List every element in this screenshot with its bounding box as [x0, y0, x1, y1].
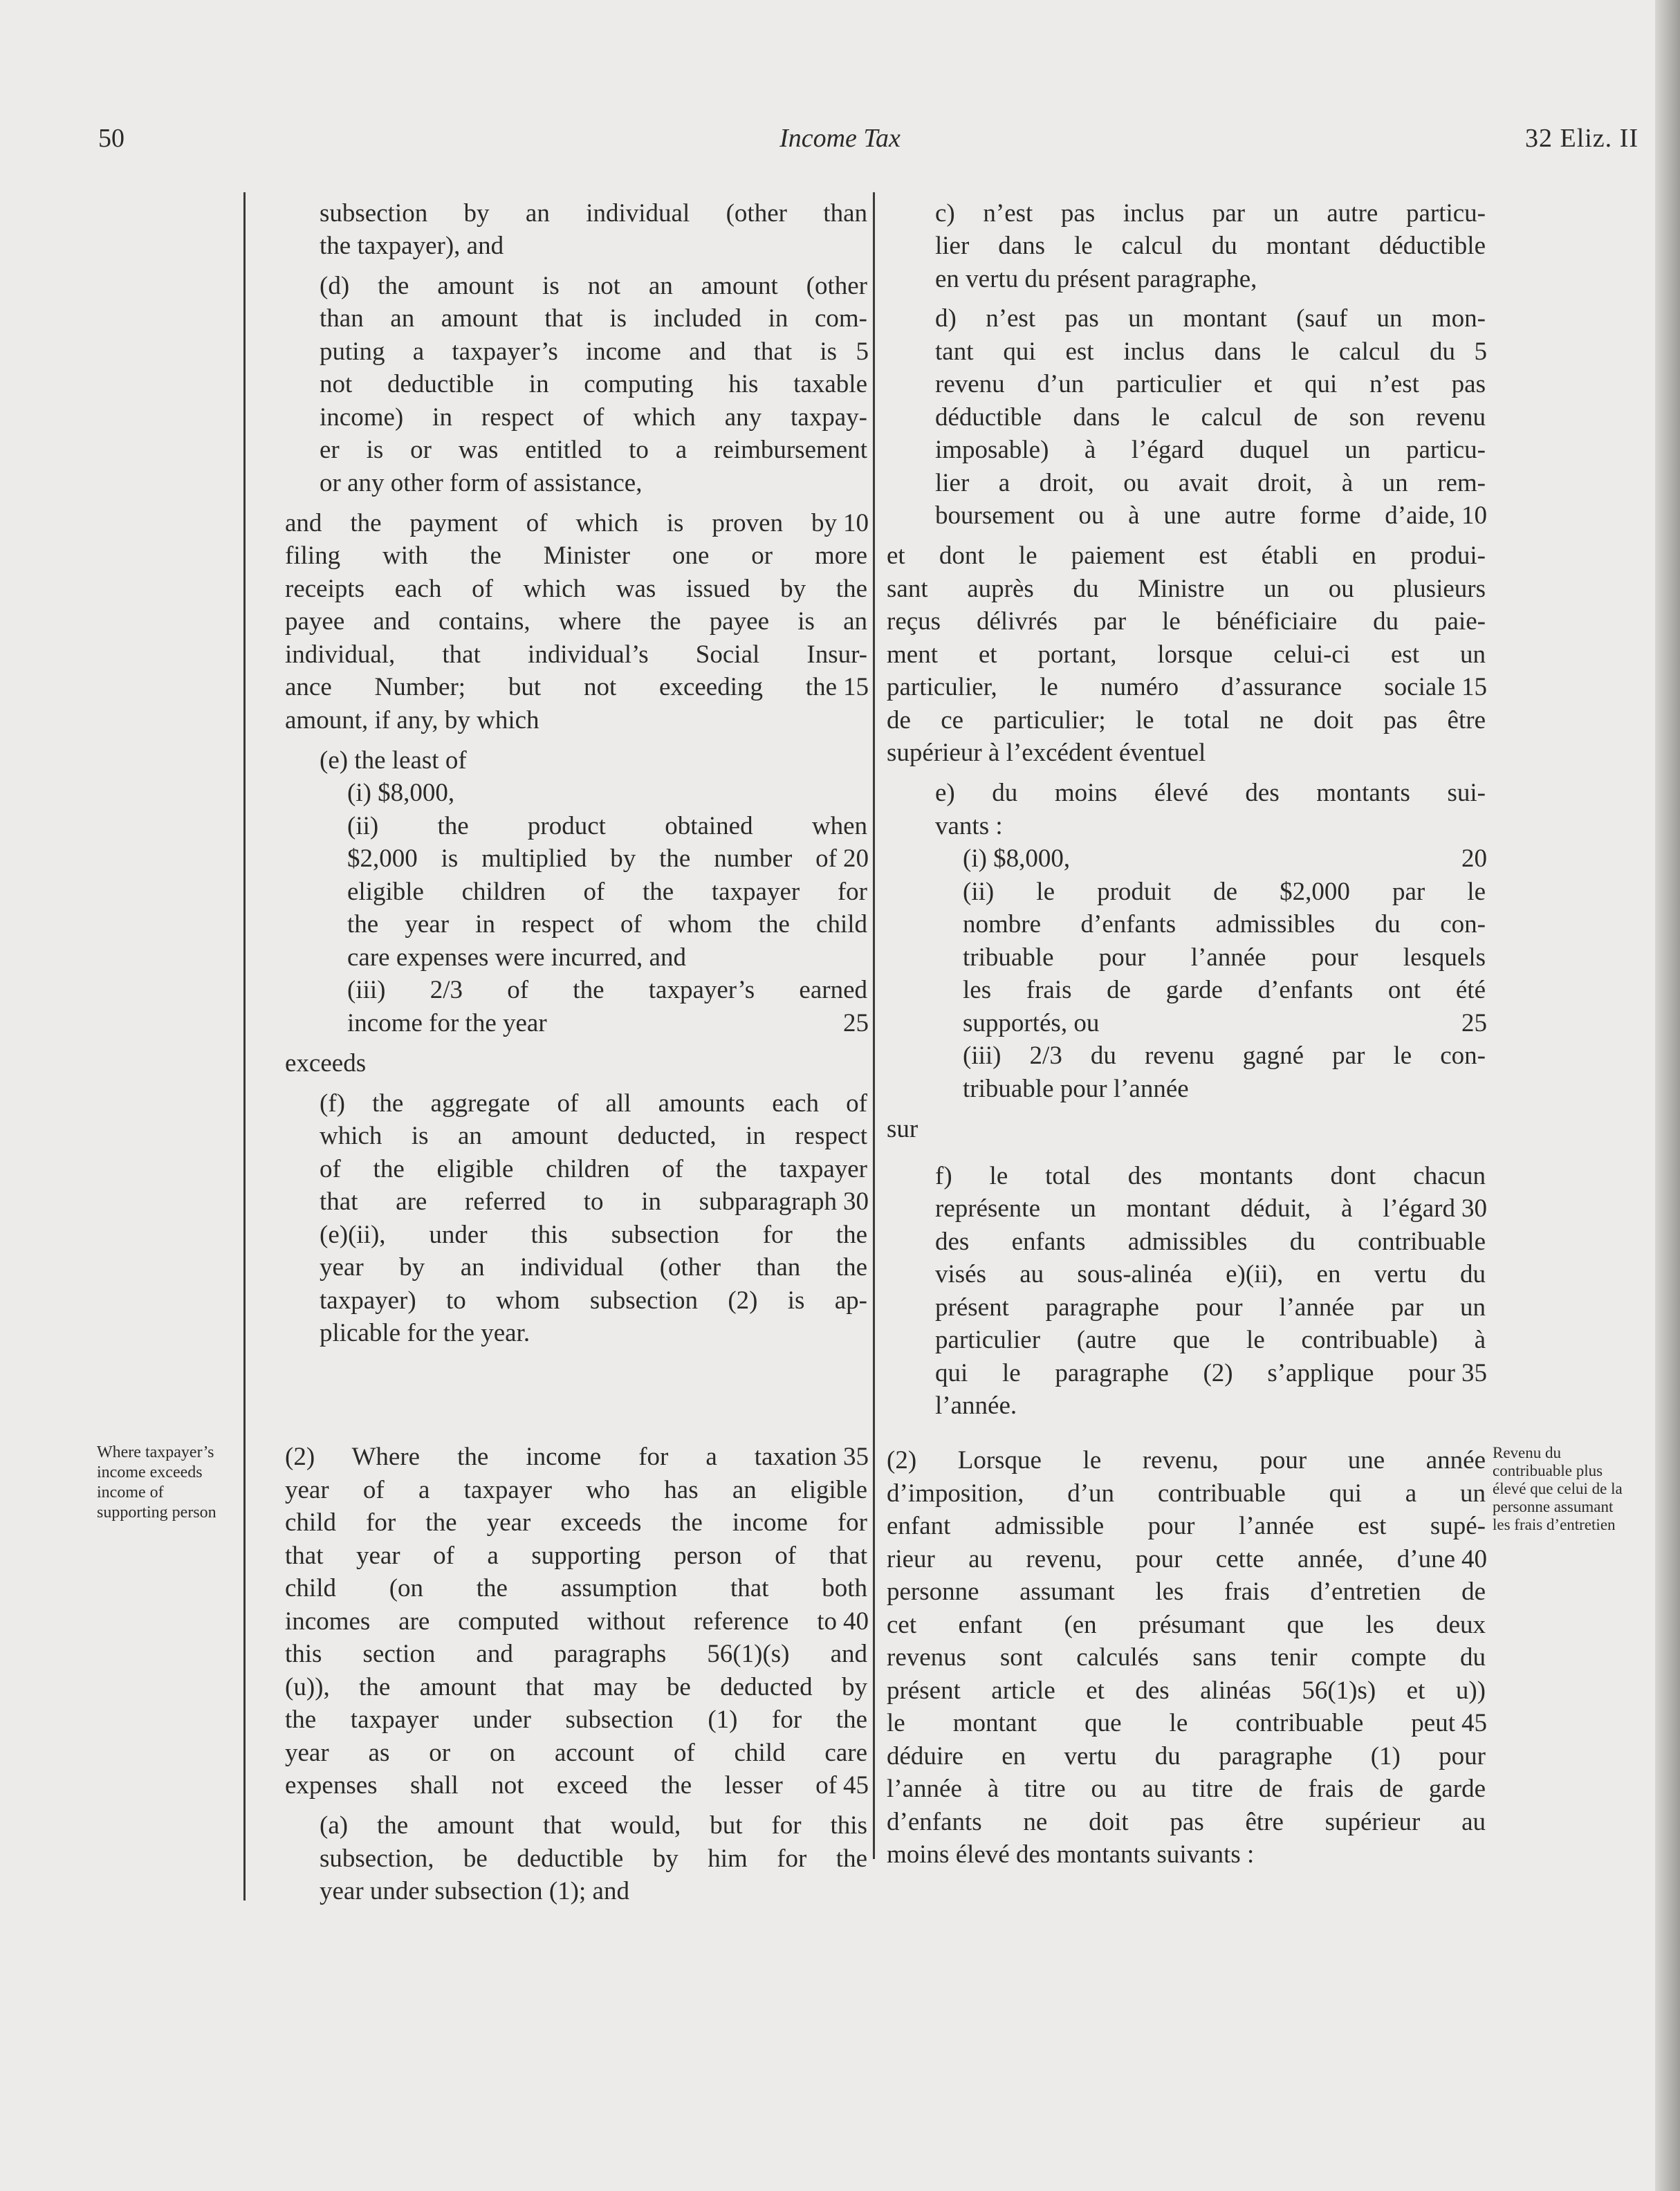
- english-line: [320, 197, 867, 230]
- english-line-text: and the payment of which is proven by: [285, 509, 837, 537]
- french-line: [935, 810, 1486, 843]
- french-line-text: présent article et des alinéas 56(1)s) et u)): [887, 1676, 1486, 1705]
- english-line: [320, 302, 867, 335]
- english-line-text: (e) the least of: [320, 746, 467, 775]
- english-line-text: or any other form of assistance,: [320, 469, 643, 497]
- english-line: [320, 1284, 867, 1318]
- french-line-text: enfant admissible pour l’année est supé-: [887, 1512, 1486, 1540]
- english-line-text: (e)(ii), under this subsection for the: [320, 1221, 867, 1249]
- french-line-text: d) n’est pas un montant (sauf un mon-: [935, 304, 1486, 333]
- english-line: [320, 1251, 867, 1284]
- french-line: [887, 1510, 1486, 1543]
- french-line: [887, 704, 1486, 737]
- french-line-number: 35: [1461, 1359, 1487, 1387]
- french-line: [963, 842, 1486, 876]
- english-line-text: which is an amount deducted, in respect: [320, 1122, 867, 1150]
- french-line: [935, 499, 1486, 533]
- french-line: [887, 1641, 1486, 1674]
- french-line: [935, 197, 1486, 230]
- french-line-number: 5: [1474, 338, 1487, 366]
- english-line-text: that are referred to in subparagraph: [320, 1187, 837, 1216]
- french-line-text: supérieur à l’excédent éventuel: [887, 739, 1206, 767]
- french-line: [887, 638, 1486, 672]
- english-line: [347, 842, 867, 876]
- english-line: [347, 908, 867, 941]
- french-line-text: moins élevé des montants suivants :: [887, 1840, 1255, 1869]
- english-line: [320, 1842, 867, 1876]
- french-line-number: 30: [1461, 1194, 1487, 1223]
- french-line-text: supportés, ou: [963, 1009, 1100, 1037]
- french-line: [963, 1073, 1486, 1106]
- english-line: [320, 1809, 867, 1842]
- french-line-text: de ce particulier; le total ne doit pas être: [887, 706, 1486, 734]
- french-line: [963, 908, 1486, 941]
- english-line-text: year under subsection (1); and: [320, 1877, 629, 1905]
- english-line-text: this section and paragraphs 56(1)(s) and: [285, 1640, 867, 1668]
- english-line-text: subsection by an individual (other than: [320, 199, 867, 228]
- french-line-text: cet enfant (en présumant que les deux: [887, 1611, 1486, 1639]
- french-line: [887, 737, 1486, 770]
- french-line: [963, 1039, 1486, 1073]
- center-column-rule: [873, 192, 875, 1859]
- french-line: [935, 777, 1486, 810]
- english-line: [320, 401, 867, 434]
- english-line: [285, 1572, 867, 1605]
- english-line-text: payee and contains, where the payee is an: [285, 607, 867, 636]
- english-line-number: 45: [843, 1771, 869, 1800]
- english-line-number: 20: [843, 844, 869, 873]
- french-line-text: particulier (autre que le contribuable) à: [935, 1326, 1486, 1354]
- english-line: [320, 434, 867, 467]
- french-line: [935, 1160, 1486, 1193]
- french-line-number: 15: [1461, 673, 1487, 701]
- english-line: [285, 1605, 867, 1638]
- english-line-text: (a) the amount that would, but for this: [320, 1811, 867, 1840]
- english-line-text: exceeds: [285, 1049, 367, 1078]
- english-line: [320, 1087, 867, 1120]
- french-line-text: qui le paragraphe (2) s’applique pour: [935, 1359, 1455, 1387]
- english-line-text: income for the year: [347, 1009, 547, 1037]
- french-line: [887, 573, 1486, 606]
- french-line: [887, 1113, 1486, 1146]
- english-line-text: puting a taxpayer’s income and that is: [320, 338, 837, 366]
- french-line-text: e) du moins élevé des montants sui-: [935, 779, 1486, 807]
- french-line: [887, 1806, 1486, 1839]
- english-line: [347, 777, 867, 810]
- english-line-text: (iii) 2/3 of the taxpayer’s earned: [347, 976, 867, 1004]
- english-line-text: $2,000 is multiplied by the number of: [347, 844, 837, 873]
- french-line-text: l’année.: [935, 1392, 1017, 1420]
- french-line: [935, 434, 1486, 467]
- french-line-text: lier dans le calcul du montant déductible: [935, 232, 1486, 260]
- running-title: Income Tax: [779, 124, 901, 153]
- french-line-text: déductible dans le calcul de son revenu: [935, 403, 1486, 432]
- french-line: [887, 1444, 1486, 1477]
- french-line-text: boursement ou à une autre forme d’aide,: [935, 501, 1455, 530]
- french-line: [887, 1477, 1486, 1510]
- english-line-text: child (on the assumption that both: [285, 1574, 867, 1602]
- english-line-text: incomes are computed without reference to: [285, 1607, 837, 1636]
- french-line-text: tribuable pour l’année: [963, 1075, 1189, 1103]
- english-line-text: individual, that individual’s Social Insur-: [285, 640, 867, 669]
- english-line: [347, 876, 867, 909]
- english-line-text: the year in respect of whom the child: [347, 910, 867, 939]
- french-line-text: sant auprès du Ministre un ou plusieurs: [887, 575, 1486, 603]
- french-line-text: nombre d’enfants admissibles du con-: [963, 910, 1486, 939]
- english-line-number: 5: [856, 338, 869, 366]
- french-line: [963, 974, 1486, 1007]
- english-line: [285, 1540, 867, 1573]
- french-line: [935, 263, 1486, 296]
- english-line: [320, 368, 867, 401]
- english-line-number: 40: [843, 1607, 869, 1636]
- page-number: 50: [98, 124, 124, 153]
- french-line: [963, 1007, 1486, 1040]
- french-line: [887, 1543, 1486, 1576]
- english-line-text: not deductible in computing his taxable: [320, 370, 867, 398]
- french-line: [887, 1773, 1486, 1806]
- french-line: [935, 1291, 1486, 1324]
- english-line-text: (f) the aggregate of all amounts each of: [320, 1089, 867, 1118]
- french-line-text: le montant que le contribuable peut: [887, 1709, 1455, 1737]
- regnal-year: 32 Eliz. II: [1524, 124, 1639, 153]
- english-line: [347, 974, 867, 1007]
- french-line: [887, 671, 1486, 704]
- french-line: [887, 1575, 1486, 1609]
- english-line: [320, 1185, 867, 1219]
- english-line-text: amount, if any, by which: [285, 706, 539, 734]
- french-line: [935, 302, 1486, 335]
- french-line-text: en vertu du présent paragraphe,: [935, 265, 1257, 293]
- french-line-text: visés au sous-alinéa e)(ii), en vertu du: [935, 1260, 1486, 1288]
- french-line-text: tant qui est inclus dans le calcul du: [935, 338, 1455, 366]
- english-line-text: er is or was entitled to a reimbursement: [320, 436, 867, 464]
- english-line: [320, 335, 867, 369]
- english-line: [285, 1441, 867, 1474]
- english-line-text: subsection, be deductible by him for the: [320, 1845, 867, 1873]
- french-line: [935, 1226, 1486, 1259]
- french-line: [935, 1357, 1486, 1390]
- french-line: [935, 335, 1486, 369]
- english-line-text: year by an individual (other than the: [320, 1253, 867, 1282]
- english-line-text: care expenses were incurred, and: [347, 943, 686, 972]
- english-line: [285, 573, 867, 606]
- french-line: [935, 401, 1486, 434]
- french-line-text: les frais de garde d’enfants ont été: [963, 976, 1486, 1004]
- french-line-text: sur: [887, 1115, 919, 1143]
- french-line: [963, 941, 1486, 974]
- french-line-text: d’imposition, d’un contribuable qui a un: [887, 1479, 1486, 1508]
- french-line: [887, 605, 1486, 638]
- english-line: [347, 1007, 867, 1040]
- french-line-text: représente un montant déduit, à l’égard: [935, 1194, 1455, 1223]
- english-line: [347, 941, 867, 974]
- left-column-rule: [243, 192, 246, 1901]
- english-line-text: (2) Where the income for a taxation: [285, 1443, 837, 1471]
- english-line-text: eligible children of the taxpayer for: [347, 878, 867, 906]
- english-line: [285, 1671, 867, 1704]
- english-line: [285, 671, 867, 704]
- french-line: [935, 467, 1486, 500]
- french-line-text: déduire en vertu du paragraphe (1) pour: [887, 1742, 1486, 1771]
- french-line: [963, 876, 1486, 909]
- english-line-text: of the eligible children of the taxpayer: [320, 1155, 867, 1183]
- english-line: [285, 1703, 867, 1737]
- english-line-text: than an amount that is included in com-: [320, 304, 867, 333]
- english-line: [320, 744, 867, 777]
- english-line: [285, 704, 867, 737]
- english-line-text: that year of a supporting person of that: [285, 1542, 867, 1570]
- french-line-text: particulier, le numéro d’assurance sociale: [887, 673, 1455, 701]
- english-margin-note: Where taxpayer’s income exceeds income of supporting person: [97, 1443, 216, 1522]
- english-line-text: (ii) the product obtained when: [347, 812, 867, 840]
- french-line: [935, 230, 1486, 263]
- english-line: [320, 1219, 867, 1252]
- french-line: [935, 1258, 1486, 1291]
- french-line-text: et dont le paiement est établi en produi-: [887, 542, 1486, 570]
- english-line: [320, 1153, 867, 1186]
- english-line: [285, 1638, 867, 1671]
- english-line-text: expenses shall not exceed the lesser of: [285, 1771, 837, 1800]
- english-line-number: 25: [843, 1009, 869, 1037]
- french-line-text: lier a droit, ou avait droit, à un rem-: [935, 469, 1486, 497]
- french-line-number: 25: [1461, 1009, 1487, 1037]
- english-line: [320, 1875, 867, 1908]
- english-line-number: 15: [843, 673, 869, 701]
- english-line-number: 30: [843, 1187, 869, 1216]
- french-line-text: revenus sont calculés sans tenir compte du: [887, 1643, 1486, 1672]
- english-line: [285, 1769, 867, 1802]
- english-line-text: (u)), the amount that may be deducted by: [285, 1673, 867, 1701]
- english-line: [285, 1047, 867, 1080]
- english-line-number: 10: [843, 509, 869, 537]
- english-line-text: the taxpayer under subsection (1) for the: [285, 1705, 867, 1734]
- english-line-text: filing with the Minister one or more: [285, 542, 867, 570]
- french-line-text: (2) Lorsque le revenu, pour une année: [887, 1446, 1486, 1474]
- english-line-text: year of a taxpayer who has an eligible: [285, 1476, 867, 1504]
- french-line-text: vants :: [935, 812, 1003, 840]
- english-line-text: plicable for the year.: [320, 1319, 530, 1347]
- french-line-text: présent paragraphe pour l’année par un: [935, 1293, 1486, 1322]
- english-line-text: (d) the amount is not an amount (other: [320, 272, 867, 300]
- english-line-text: child for the year exceeds the income for: [285, 1508, 867, 1537]
- french-line-text: l’année à titre ou au titre de frais de garde: [887, 1775, 1486, 1803]
- french-line: [887, 1674, 1486, 1708]
- french-line-text: (iii) 2/3 du revenu gagné par le con-: [963, 1042, 1486, 1070]
- english-line-number: 35: [843, 1443, 869, 1471]
- english-line: [285, 1737, 867, 1770]
- page-edge-shadow: [1655, 0, 1680, 2191]
- french-line-text: revenu d’un particulier et qui n’est pas: [935, 370, 1486, 398]
- french-line-number: 40: [1461, 1545, 1487, 1573]
- french-margin-note: Revenu du contribuable plus élevé que celui de la personne assumant les frais d’entretien: [1493, 1444, 1623, 1533]
- english-line: [320, 230, 867, 263]
- english-line: [285, 539, 867, 573]
- english-line-text: (i) $8,000,: [347, 779, 455, 807]
- english-line: [285, 638, 867, 672]
- english-line: [285, 507, 867, 540]
- french-line-number: 45: [1461, 1709, 1487, 1737]
- english-line: [320, 270, 867, 303]
- french-line: [887, 1609, 1486, 1642]
- english-line-text: taxpayer) to whom subsection (2) is ap-: [320, 1286, 867, 1315]
- french-line-text: rieur au revenu, pour cette année, d’une: [887, 1545, 1455, 1573]
- french-line: [935, 1324, 1486, 1357]
- french-line: [887, 1838, 1486, 1871]
- french-line: [887, 1707, 1486, 1740]
- french-line-text: c) n’est pas inclus par un autre particu-: [935, 199, 1486, 228]
- english-line-text: receipts each of which was issued by the: [285, 575, 867, 603]
- english-line: [320, 467, 867, 500]
- english-line: [320, 1317, 867, 1350]
- english-line: [285, 1506, 867, 1540]
- french-line-text: reçus délivrés par le bénéficiaire du paie-: [887, 607, 1486, 636]
- english-line: [320, 1120, 867, 1153]
- english-line: [285, 605, 867, 638]
- french-line-text: ment et portant, lorsque celui-ci est un: [887, 640, 1486, 669]
- french-line-text: des enfants admissibles du contribuable: [935, 1228, 1486, 1256]
- french-line-text: (i) $8,000,: [963, 844, 1071, 873]
- french-line: [887, 539, 1486, 573]
- french-line-number: 20: [1461, 844, 1487, 873]
- english-line-text: the taxpayer), and: [320, 232, 504, 260]
- french-line: [935, 1192, 1486, 1226]
- english-line-text: income) in respect of which any taxpay-: [320, 403, 867, 432]
- french-line-text: (ii) le produit de $2,000 par le: [963, 878, 1486, 906]
- french-line-text: personne assumant les frais d’entretien de: [887, 1578, 1486, 1606]
- french-line: [935, 1389, 1486, 1423]
- french-line-text: imposable) à l’égard duquel un particu-: [935, 436, 1486, 464]
- english-line: [347, 810, 867, 843]
- english-line-text: ance Number; but not exceeding the: [285, 673, 837, 701]
- english-line: [285, 1474, 867, 1507]
- french-line: [887, 1740, 1486, 1773]
- french-line-text: f) le total des montants dont chacun: [935, 1162, 1486, 1190]
- french-line-text: tribuable pour l’année pour lesquels: [963, 943, 1486, 972]
- french-line-number: 10: [1461, 501, 1487, 530]
- english-line-text: year as or on account of child care: [285, 1739, 867, 1767]
- french-line: [935, 368, 1486, 401]
- french-line-text: d’enfants ne doit pas être supérieur au: [887, 1808, 1486, 1836]
